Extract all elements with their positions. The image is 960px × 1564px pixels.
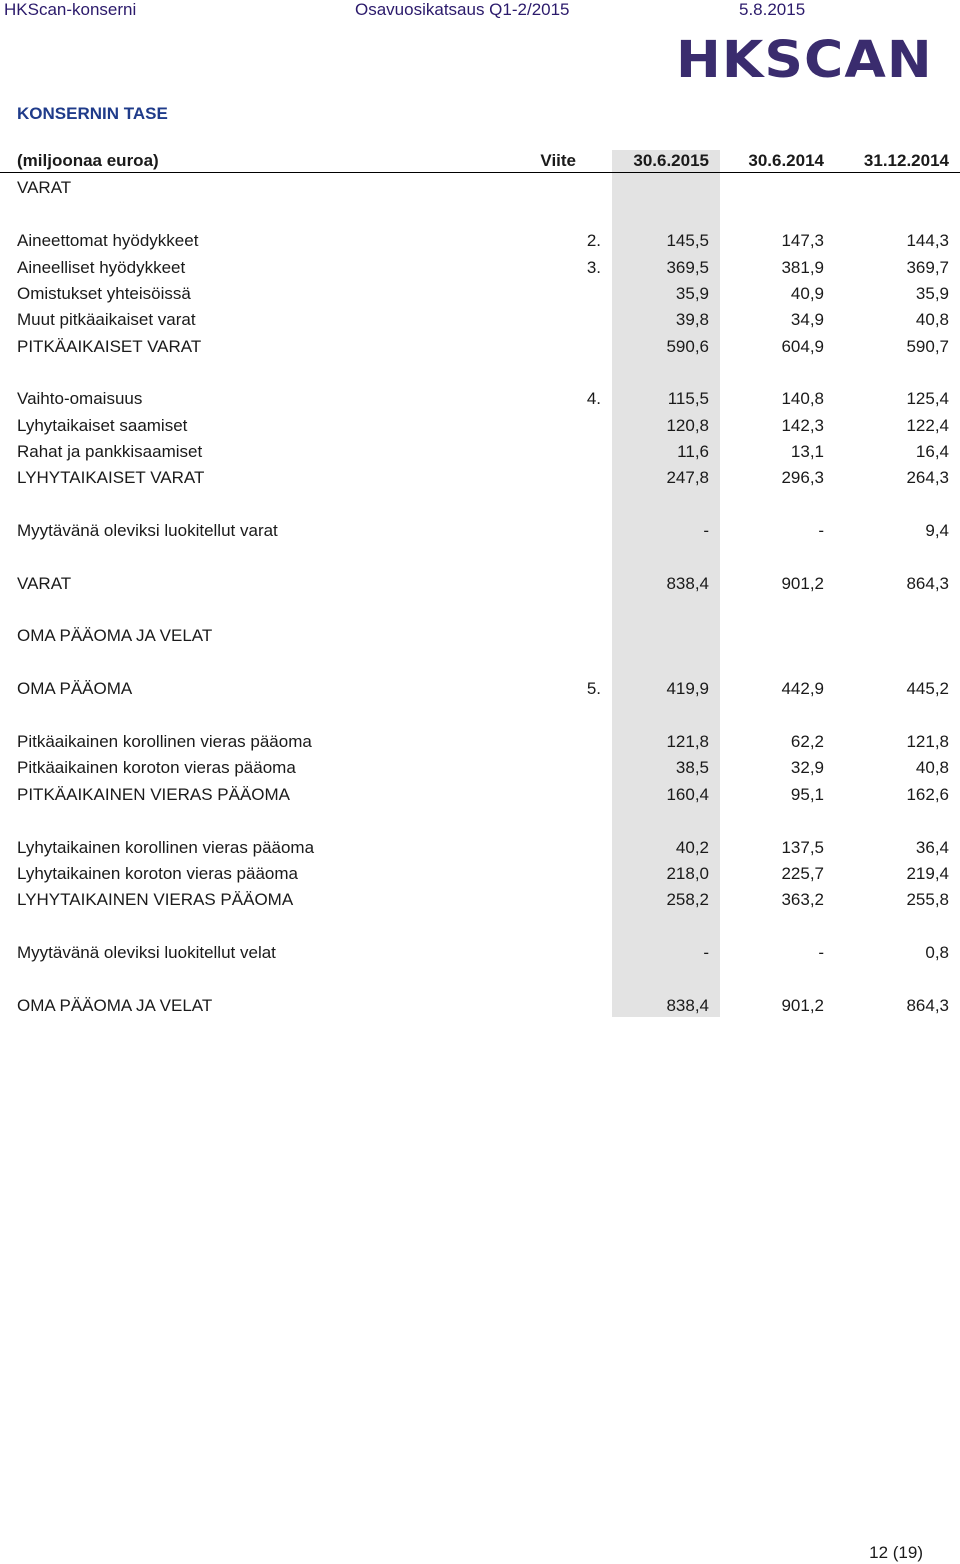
row-label: LYHYTAIKAISET VARAT: [17, 468, 205, 487]
row-value-period-2: 442,9: [781, 679, 824, 698]
row-value-period-2: 140,8: [781, 389, 824, 408]
row-value-period-1: 35,9: [675, 284, 709, 303]
row-value-period-1: 145,5: [666, 231, 709, 250]
row-note: 4.: [586, 389, 601, 408]
column-header-period-1: 30.6.2015: [633, 151, 709, 170]
table-row: [0, 677, 960, 701]
row-label: PITKÄAIKAINEN VIERAS PÄÄOMA: [17, 785, 291, 804]
table-row: [0, 756, 960, 780]
table-row: [0, 862, 960, 886]
table-row: [0, 414, 960, 438]
table-row: [0, 229, 960, 253]
row-value-period-3: 0,8: [925, 943, 949, 962]
table-header: [0, 150, 960, 173]
row-value-period-3: 445,2: [906, 679, 949, 698]
row-label: OMA PÄÄOMA JA VELAT: [17, 996, 213, 1015]
row-value-period-3: 125,4: [906, 389, 949, 408]
header-date: 5.8.2015: [739, 0, 806, 19]
row-value-period-3: 9,4: [925, 521, 949, 540]
row-value-period-3: 122,4: [906, 416, 949, 435]
row-value-period-3: 16,4: [915, 442, 949, 461]
column-header-label: (miljoonaa euroa): [17, 151, 159, 170]
row-label: Pitkäaikainen koroton vieras pääoma: [17, 758, 296, 777]
logo-wordmark: HKSCAN: [676, 31, 933, 90]
row-value-period-1: 838,4: [666, 996, 709, 1015]
row-value-period-2: 34,9: [790, 310, 824, 329]
table-row: [0, 572, 960, 596]
row-note: 2.: [586, 231, 601, 250]
header-report-title: Osavuosikatsaus Q1-2/2015: [355, 0, 570, 19]
table-row: [0, 836, 960, 860]
row-label: Vaihto-omaisuus: [17, 389, 143, 408]
row-value-period-1: 258,2: [666, 890, 709, 909]
row-value-period-2: 147,3: [781, 231, 824, 250]
row-value-period-2: 13,1: [790, 442, 824, 461]
table-row: [0, 308, 960, 332]
table-row: [0, 783, 960, 807]
row-value-period-2: 142,3: [781, 416, 824, 435]
row-note: 3.: [586, 258, 601, 277]
row-value-period-2: 40,9: [790, 284, 824, 303]
row-label: Muut pitkäaikaiset varat: [17, 310, 196, 329]
row-label: Myytävänä oleviksi luokitellut varat: [17, 521, 278, 540]
column-header-note: Viite: [540, 151, 576, 170]
table-row: [0, 941, 960, 965]
row-label: VARAT: [17, 178, 72, 197]
row-label: Lyhytaikainen korollinen vieras pääoma: [17, 838, 315, 857]
table-row: [0, 888, 960, 912]
row-value-period-2: -: [818, 521, 824, 540]
company-logo: [676, 31, 933, 90]
page-number: 12 (19): [869, 1543, 923, 1562]
row-value-period-2: 137,5: [781, 838, 824, 857]
row-value-period-3: 369,7: [906, 258, 949, 277]
row-value-period-1: 369,5: [666, 258, 709, 277]
row-label: Aineelliset hyödykkeet: [17, 258, 186, 277]
table-row: [0, 282, 960, 306]
row-value-period-3: 40,8: [915, 310, 949, 329]
row-label: Lyhytaikainen koroton vieras pääoma: [17, 864, 298, 883]
row-value-period-2: 604,9: [781, 337, 824, 356]
table-row: [0, 387, 960, 411]
row-value-period-2: 62,2: [790, 732, 824, 751]
row-label: Lyhytaikaiset saamiset: [17, 416, 188, 435]
row-value-period-2: 363,2: [781, 890, 824, 909]
row-value-period-1: 40,2: [675, 838, 709, 857]
row-value-period-3: 255,8: [906, 890, 949, 909]
row-value-period-2: 901,2: [781, 996, 824, 1015]
row-value-period-3: 40,8: [915, 758, 949, 777]
row-label: Myytävänä oleviksi luokitellut velat: [17, 943, 276, 962]
table-row: [0, 624, 960, 648]
column-header-period-3: 31.12.2014: [863, 151, 949, 170]
row-label: OMA PÄÄOMA JA VELAT: [17, 626, 213, 645]
row-label: Rahat ja pankkisaamiset: [17, 442, 203, 461]
row-value-period-2: -: [818, 943, 824, 962]
row-value-period-3: 121,8: [906, 732, 949, 751]
row-value-period-3: 590,7: [906, 337, 949, 356]
row-value-period-1: 121,8: [666, 732, 709, 751]
row-label: PITKÄAIKAISET VARAT: [17, 337, 202, 356]
row-value-period-1: 419,9: [666, 679, 709, 698]
row-value-period-3: 144,3: [906, 231, 949, 250]
row-value-period-1: 38,5: [675, 758, 709, 777]
column-header-period-2: 30.6.2014: [748, 151, 824, 170]
row-label: Aineettomat hyödykkeet: [17, 231, 199, 250]
table-row: [0, 519, 960, 543]
row-value-period-1: 120,8: [666, 416, 709, 435]
row-value-period-1: 218,0: [666, 864, 709, 883]
row-label: Omistukset yhteisöissä: [17, 284, 191, 303]
table-row: [0, 466, 960, 490]
row-value-period-2: 901,2: [781, 574, 824, 593]
table-row: [0, 335, 960, 359]
row-value-period-2: 32,9: [790, 758, 824, 777]
row-value-period-1: 247,8: [666, 468, 709, 487]
row-label: LYHYTAIKAINEN VIERAS PÄÄOMA: [17, 890, 294, 909]
row-value-period-2: 225,7: [781, 864, 824, 883]
row-value-period-1: 590,6: [666, 337, 709, 356]
row-value-period-3: 264,3: [906, 468, 949, 487]
page-header: [0, 0, 960, 24]
row-value-period-3: 162,6: [906, 785, 949, 804]
row-value-period-3: 219,4: [906, 864, 949, 883]
table-row: [0, 440, 960, 464]
row-value-period-2: 95,1: [790, 785, 824, 804]
row-label: OMA PÄÄOMA: [17, 679, 133, 698]
row-value-period-3: 35,9: [915, 284, 949, 303]
row-value-period-1: 39,8: [675, 310, 709, 329]
row-label: VARAT: [17, 574, 72, 593]
row-value-period-2: 381,9: [781, 258, 824, 277]
row-label: Pitkäaikainen korollinen vieras pääoma: [17, 732, 312, 751]
table-row: [0, 730, 960, 754]
row-value-period-3: 36,4: [915, 838, 949, 857]
section-title: KONSERNIN TASE: [17, 104, 168, 123]
row-value-period-1: -: [703, 943, 709, 962]
row-value-period-3: 864,3: [906, 574, 949, 593]
row-value-period-1: 11,6: [677, 442, 709, 461]
row-value-period-1: -: [703, 521, 709, 540]
table-row: [0, 176, 960, 200]
table-row: [0, 256, 960, 280]
row-note: 5.: [586, 679, 601, 698]
table-row: [0, 994, 960, 1018]
row-value-period-1: 160,4: [666, 785, 709, 804]
header-company: HKScan-konserni: [4, 0, 137, 19]
row-value-period-3: 864,3: [906, 996, 949, 1015]
row-value-period-1: 838,4: [666, 574, 709, 593]
row-value-period-1: 115,5: [667, 389, 709, 408]
row-value-period-2: 296,3: [781, 468, 824, 487]
